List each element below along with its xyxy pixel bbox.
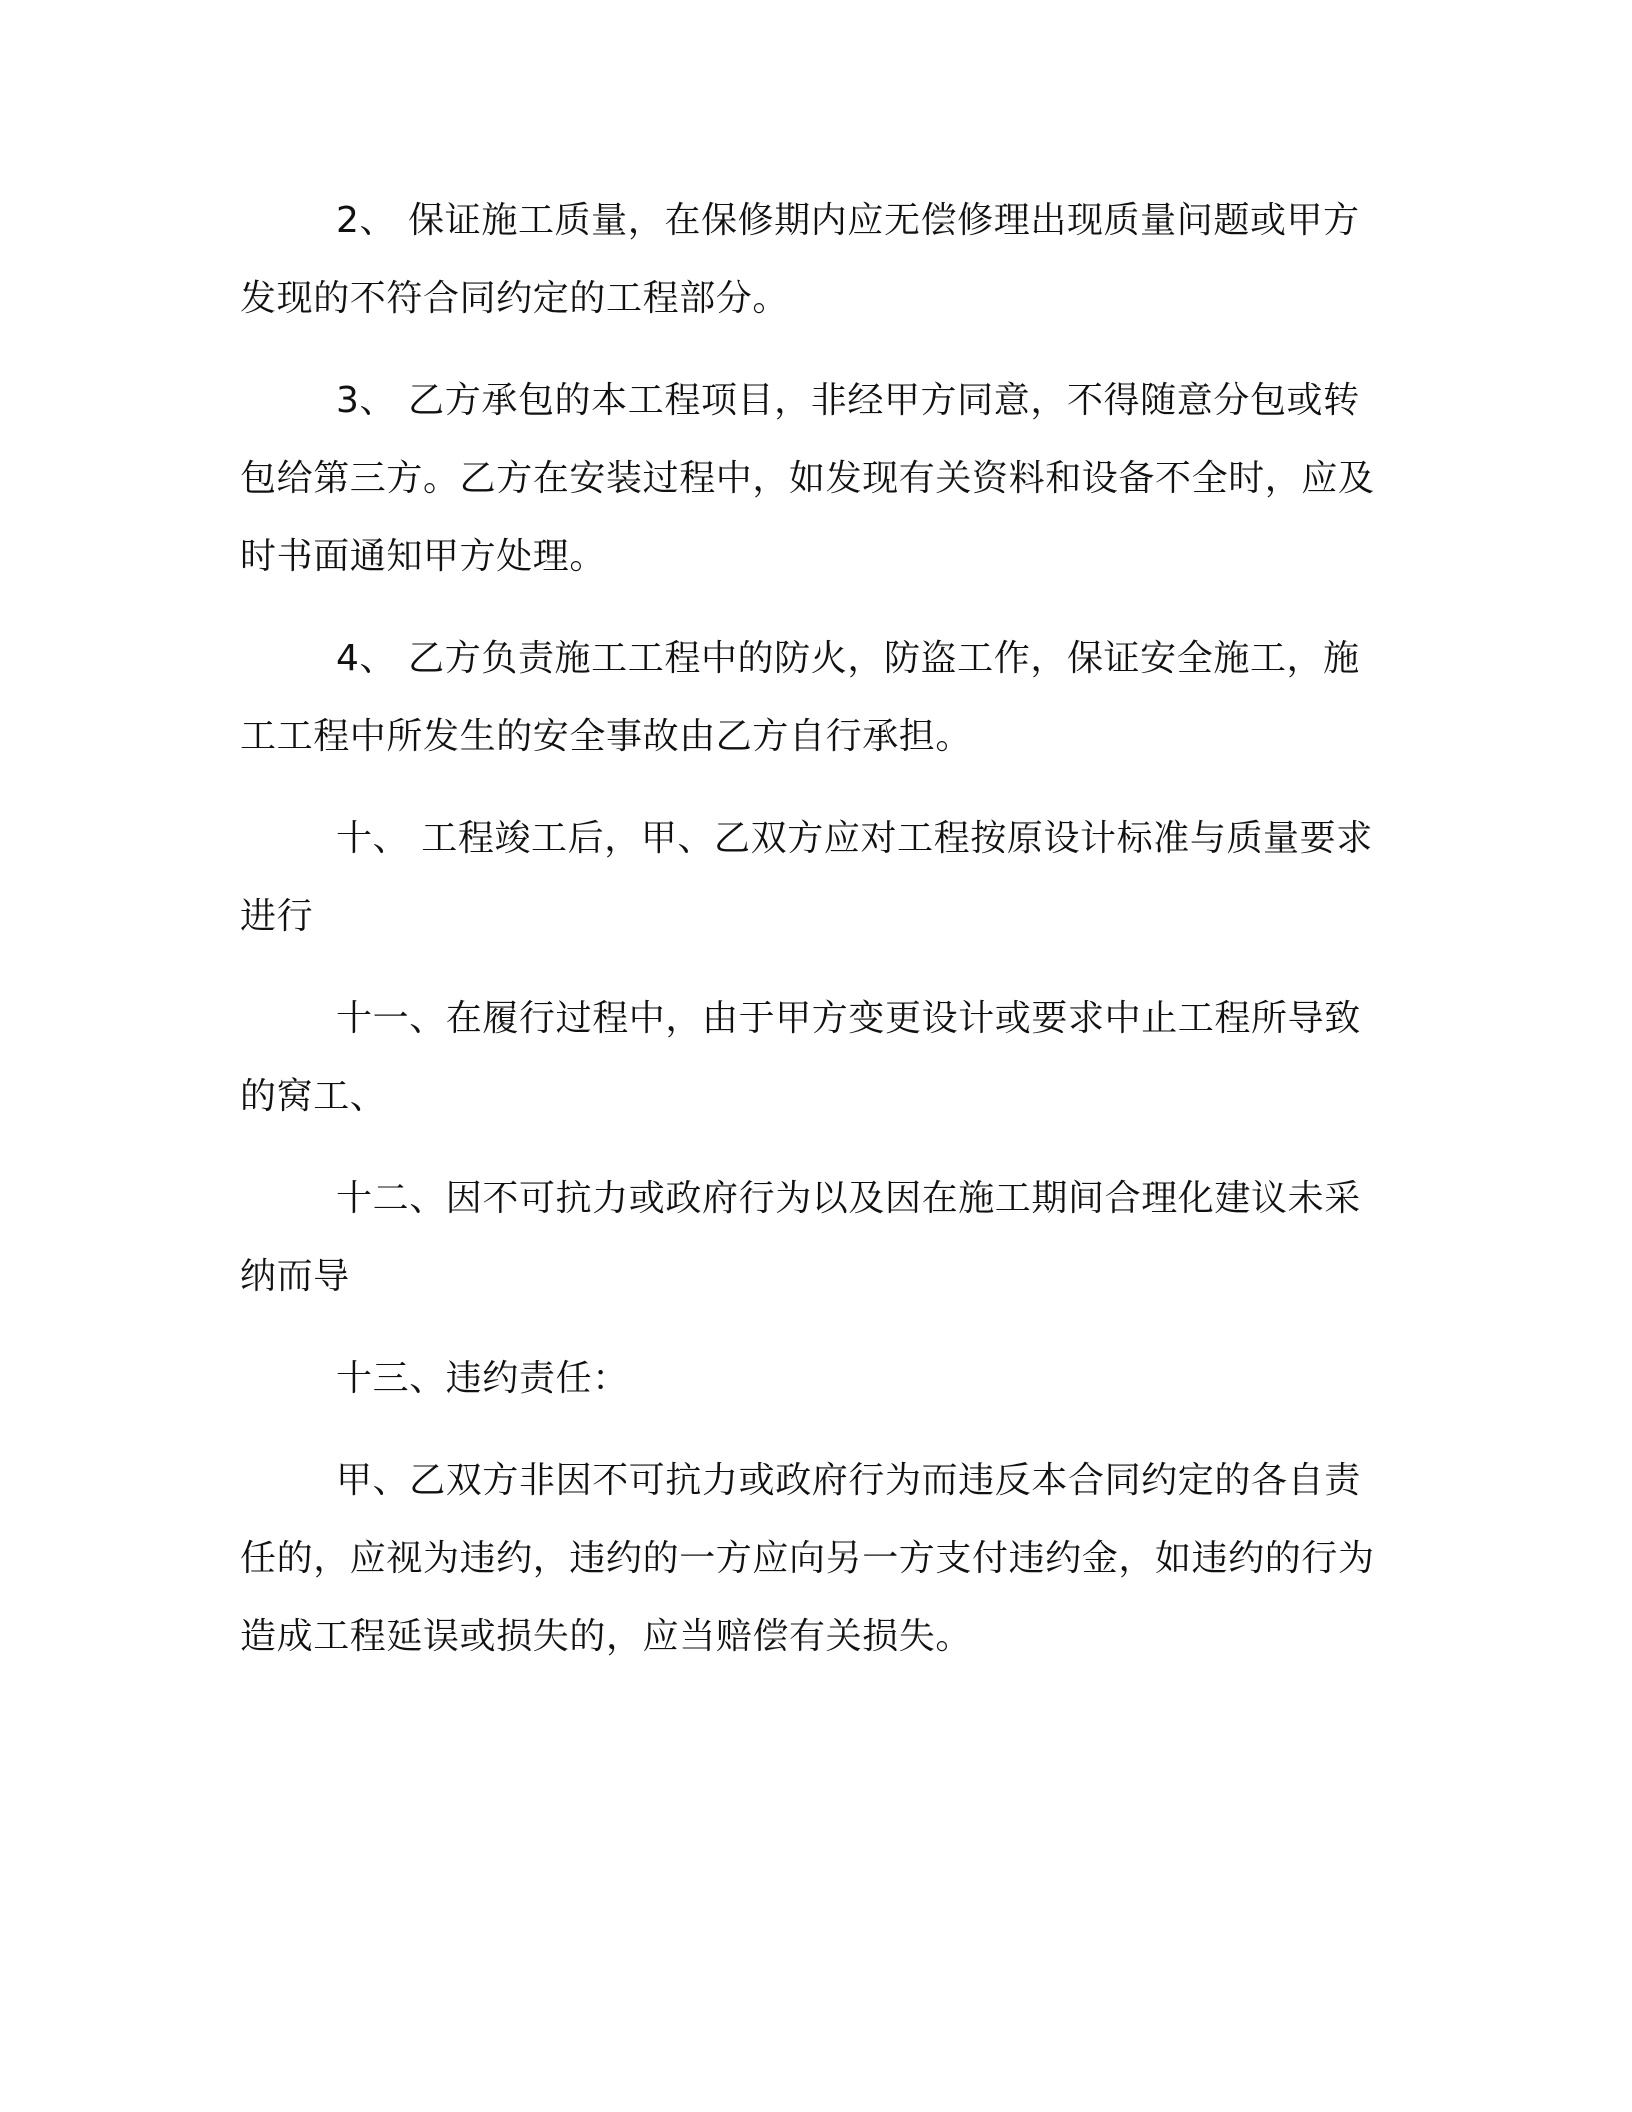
- clause-2-quality-warranty: 2、 保证施工质量，在保修期内应无偿修理出现质量问题或甲方发现的不符合同约定的工程部分。: [240, 200, 1360, 319]
- breach-liability-paragraph: 甲、乙双方非因不可抗力或政府行为而违反本合同约定的各自责任的，应视为违约，违约的一方应向另一方支付违约金，如违约的行为造成工程延误或损失的，应当赔偿有关损失。: [240, 1460, 1375, 1657]
- document-body: [240, 182, 1390, 1700]
- article-11-design-change: 十一、在履行过程中，由于甲方变更设计或要求中止工程所导致的窝工、: [240, 998, 1361, 1117]
- article-12-force-majeure: 十二、因不可抗力或政府行为以及因在施工期间合理化建议未采纳而导: [240, 1178, 1361, 1297]
- clause-3-subcontracting: 3、 乙方承包的本工程项目，非经甲方同意，不得随意分包或转包给第三方。乙方在安装过程中，如发现有关资料和设备不全时，应及时书面通知甲方处理。: [240, 380, 1375, 577]
- article-10-completion: 十、 工程竣工后，甲、乙双方应对工程按原设计标准与质量要求进行: [240, 818, 1373, 937]
- article-13-heading: 十三、违约责任：: [336, 1358, 629, 1399]
- clause-4-fire-safety: 4、 乙方负责施工工程中的防火，防盗工作，保证安全施工，施工工程中所发生的安全事故由乙方自行承担。: [240, 638, 1360, 757]
